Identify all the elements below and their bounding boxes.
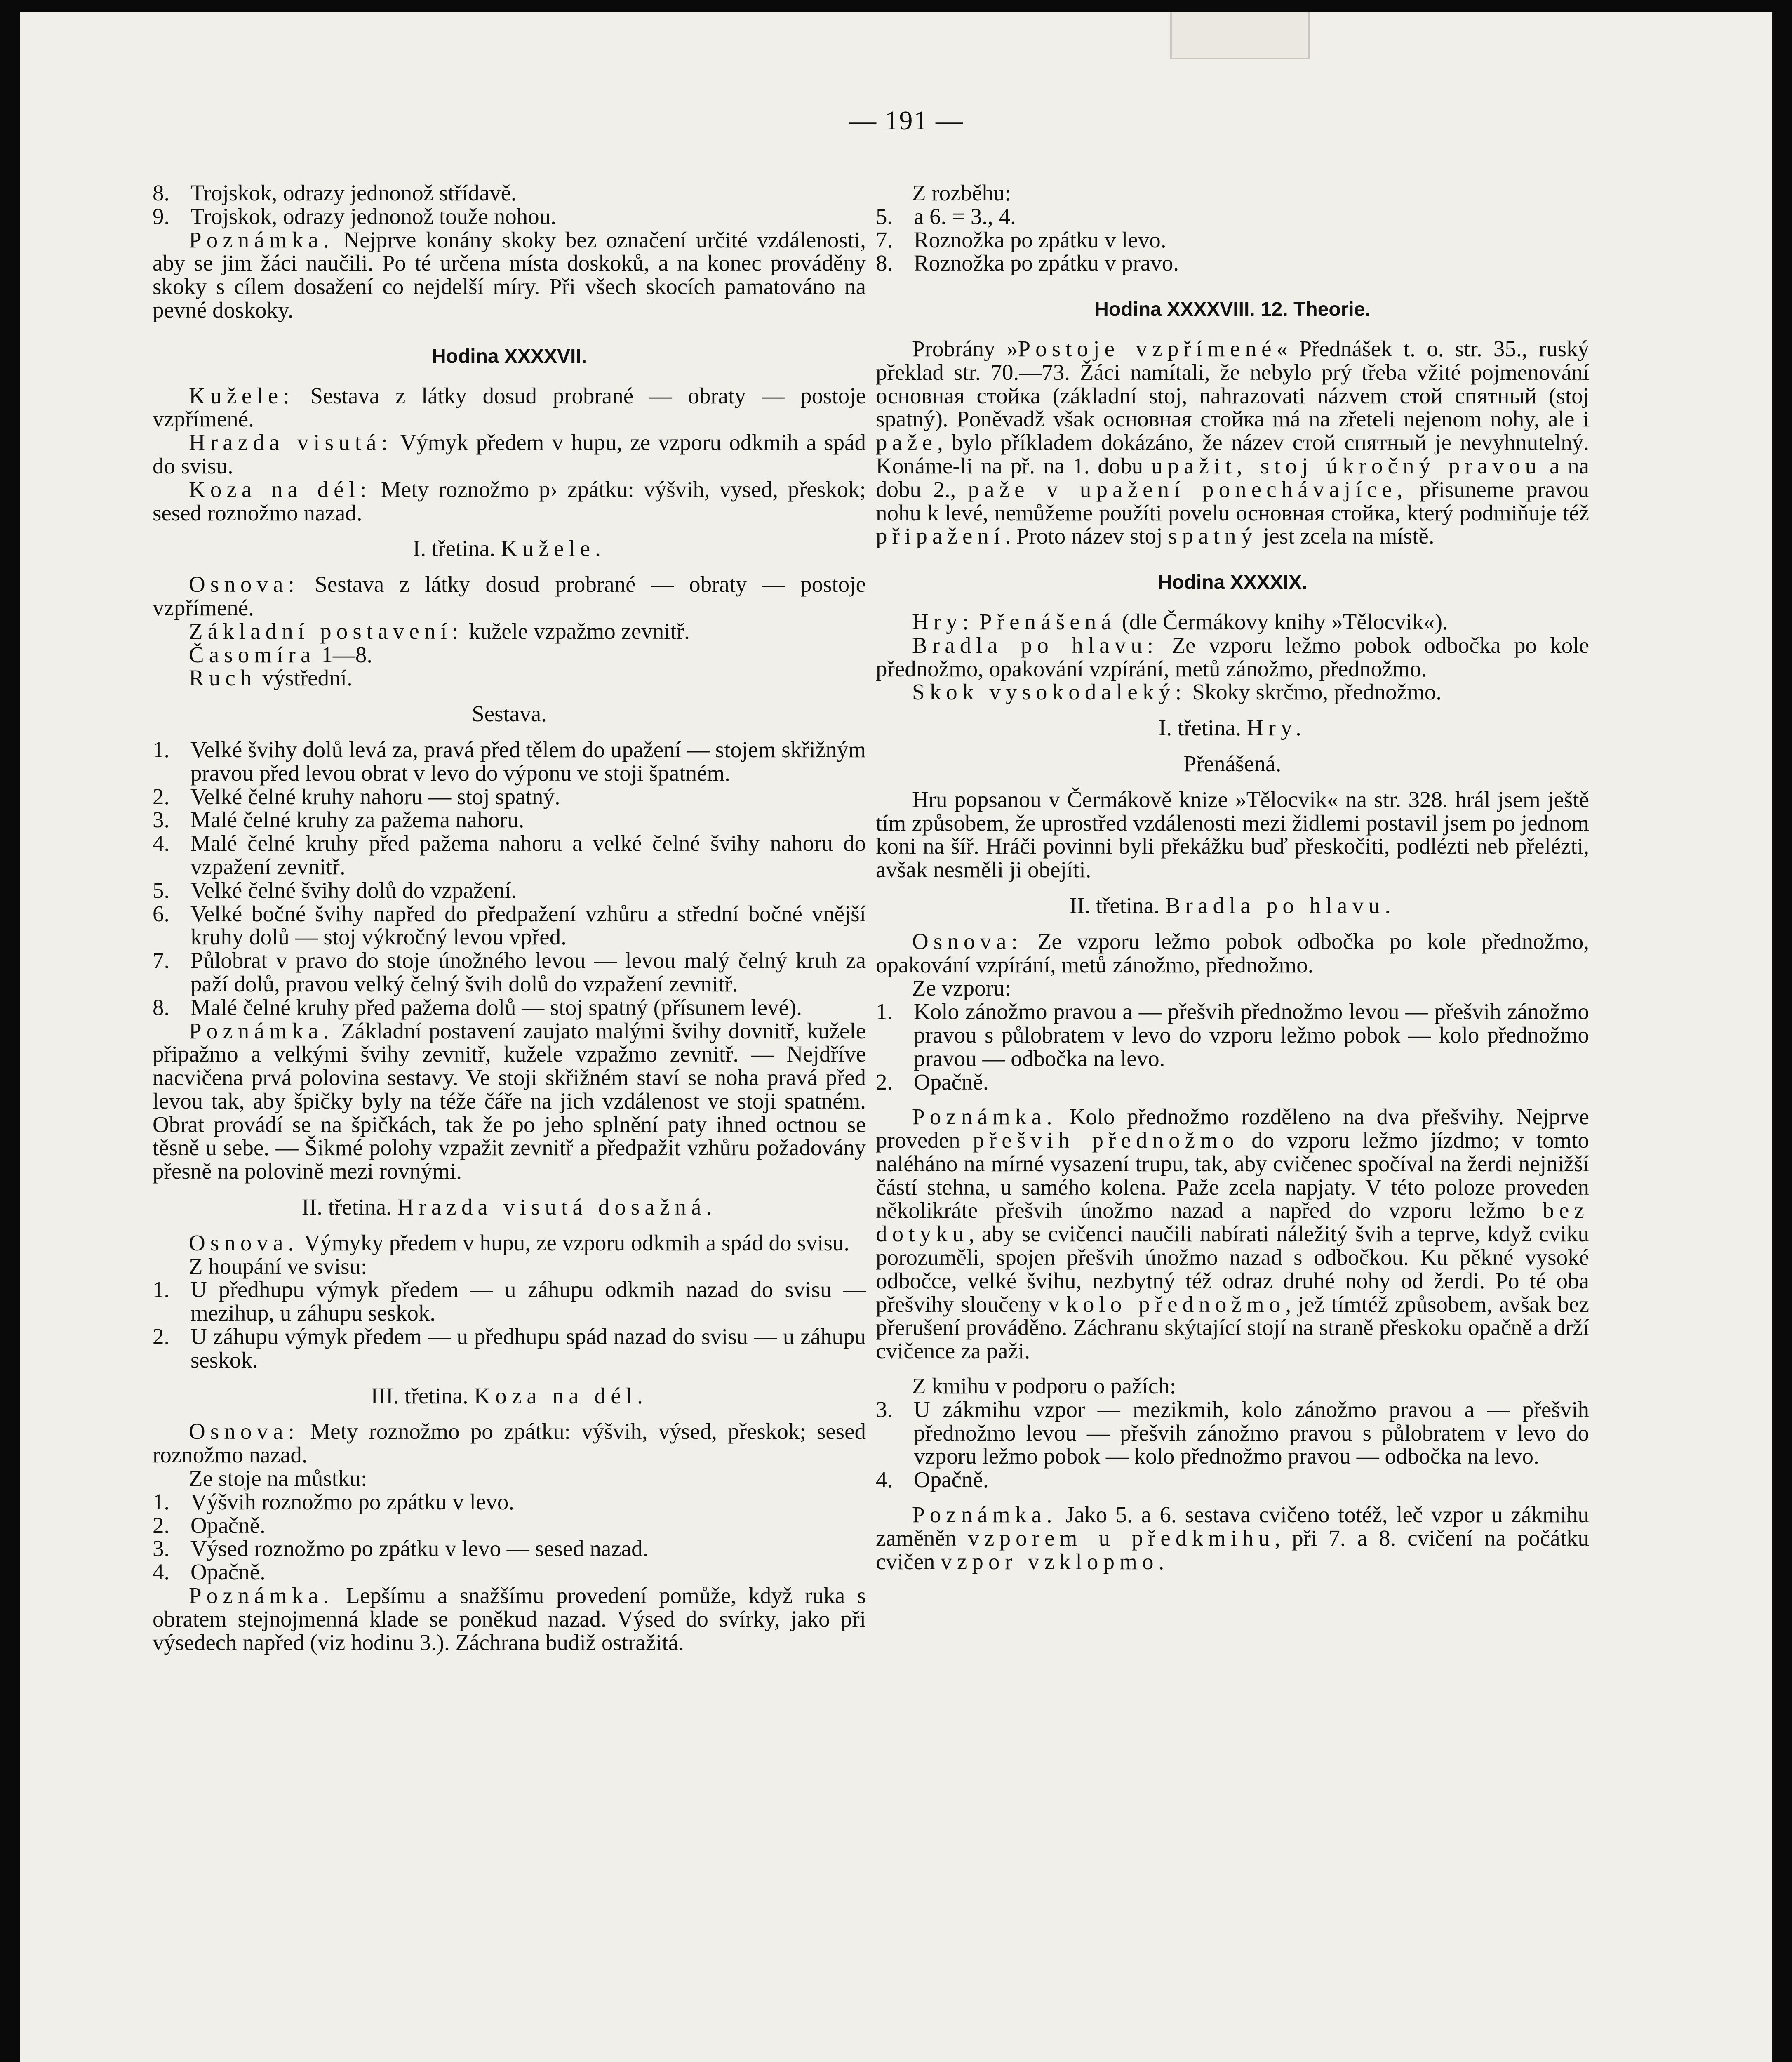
list-item: 4. Malé čelné kruhy před pažema nahoru a velké čelné švihy nahoru do vzpažení zevnitř. [153,831,866,879]
list-item: 5. a 6. = 3., 4. [876,203,1016,229]
list-item: 4. Opačně. [876,1467,989,1492]
osnova-paragraph: Osnova. Výmyky předem v hupu, ze vzporu odkmih a spád do svisu. [189,1230,850,1255]
page-number: — 191 — [849,106,964,136]
list-item: 7. Půlobrat v pravo do stoje únožného levou — levou malý čelný kruh za paží dolů, pravou velký čelný švih dolů do vzpažení zevnitř. [153,948,866,996]
subheading-line: Z houpání ve svisu: [189,1253,367,1279]
osnova-paragraph: Osnova: Sestava z látky dosud probrané — obraty — postoje vzpřímené. [153,572,866,620]
sestava-heading: Sestava. [472,701,547,727]
section-heading: III. třetina. Koza na dél. [370,1383,648,1408]
list-item: 9. Trojskok, odrazy jednonož touže nohou. [153,203,557,229]
note-paragraph: Poznámka. Lepšímu a snažšímu provedení pomůže, když ruka s obratem stejnojmenná klade se poněkud nazad. Výsed do svírky, jako při výsedech napřed (viz hodinu 3.). Záchrana budiž ostražitá. [153,1583,866,1655]
library-stamp [1170,12,1310,59]
section-heading: I. třetina. Hry. [1159,715,1306,741]
list-item: 8. Roznožka po zpátku v pravo. [876,250,1179,276]
subheading-line: Ze vzporu: [912,975,1011,1001]
casomira-paragraph: Časomíra 1—8. [189,642,373,667]
list-item: 1. Kolo zánožmo pravou a — přešvih přednožmo levou — přešvih zánožmo pravou s půlobratem v levo do vzporu ležmo pobok — kolo přednožmo pravou — odbočka na levo. [876,999,1589,1071]
program-koza: Koza na dél: Mety roznožmo p› zpátku: výšvih, vysed, přeskok; sesed roznožmo nazad. [153,476,866,525]
right-column [876,181,1589,1573]
subheading-line: Z kmihu v podporu o pažích: [912,1373,1176,1399]
book-page [20,12,1772,2062]
game-heading: Přenášená. [1183,751,1282,776]
list-item: 6. Velké bočné švihy napřed do předpažení vzhůru a střední bočné vnější kruhy dolů — stoj výkročný levou vpřed. [153,901,866,950]
program-hry: Hry: Přenášená (dle Čermákovy knihy »Tělocvik«). [912,609,1448,634]
list-item: 7. Roznožka po zpátku v levo. [876,227,1166,252]
section-heading: I. třetina. Kužele. [413,536,606,561]
zakladni-paragraph: Základní postavení: kužele vzpažmo zevnitř. [189,618,690,644]
program-hrazda: Hrazda visutá: Výmyk předem v hupu, ze vzporu odkmih a spád do svisu. [153,430,866,478]
subheading-line: Ze stoje na můstku: [189,1466,367,1491]
list-item: 4. Opačně. [153,1559,266,1585]
program-skok: Skok vysokodaleký: Skoky skrčmo, přednožmo. [912,679,1442,705]
note-paragraph: Poznámka. Nejprve konány skoky bez označení určité vzdálenosti, aby se jim žáci naučili. Po té určena místa doskoků, a na konec prováděny skoky s cílem dosažení co nejdelší míry. Při všech skocích pamatováno na pevné doskoky. [153,227,866,322]
list-item: 1. Výšvih roznožmo po zpátku v levo. [153,1489,515,1514]
list-item: 3. Výsed roznožmo po zpátku v levo — sesed nazad. [153,1536,649,1561]
lesson-heading: Hodina XXXXIX. [1157,572,1308,594]
program-kuzele: Kužele: Sestava z látky dosud probrané — obraty — postoje vzpřímené. [153,383,866,432]
ruch-paragraph: Ruch výstřední. [189,665,353,691]
osnova-paragraph: Osnova: Mety roznožmo po zpátku: výšvih, výsed, přeskok; sesed roznožmo nazad. [153,1419,866,1468]
list-item: 1. Velké švihy dolů levá za, pravá před tělem do upažení — stojem skřižným pravou před levou obrat v levo do výponu ve stoji špatném. [153,737,866,786]
note-paragraph: Poznámka. Základní postavení zaujato malými švihy dovnitř, kužele připažmo a velkými švihy zevnitř, kužele vzpažmo zevnitř. — Nejdříve nacvičena prvá polovina sestavy. Ve stoji skřižném staví se noha pravá před levou tak, aby špičky byly na téže čáře na jich vzdálenost ve stoji spatném. Obrat provádí se na špičkách, tak že po jeho splnění paty ihned octnou se těsně u sebe. — Šikmé polohy vzpažit zevnitř a předpažit vzhůru požadovány přesně na polovině mezi rovnými. [153,1018,866,1184]
list-item: 2. Velké čelné kruhy nahoru — stoj spatný. [153,784,560,809]
list-item: 3. Malé čelné kruhy za pažema nahoru. [153,807,524,833]
osnova-paragraph: Osnova: Ze vzporu ležmo pobok odbočka po kole přednožmo, opakování vzpírání, metů zánožmo, přednožmo. [876,928,1589,977]
list-item: 8. Malé čelné kruhy před pažema dolů — stoj spatný (přísunem levé). [153,994,802,1020]
section-heading: II. třetina. Bradla po hlavu. [1069,892,1396,918]
theory-paragraph: Probrány »Postoje vzpřímené« Přednášek t. o. str. 35., ruský překlad str. 70.—73. Žáci namítali, že nebylo prý třeba vžité pojmenování основная стойка (základní stoj, nahrazovati názvem стой спятный (stoj spatný). Poněvadž však основная стойка má na zřeteli nejenom nohy, ale i paže, bylo příkladem dokázáno, že název стой спятный je nevyhnutelný. Konáme-li na př. na 1. dobu upažit, stoj úkročný pravou a na dobu 2., paže v upažení ponechávajíce, přisuneme pravou nohu k levé, nemůžeme použíti povelu основная стойка, který podmiňuje též připažení. Proto název stoj spatný jest zcela na místě. [876,336,1589,549]
list-item: 1. U předhupu výmyk předem — u záhupu odkmih nazad do svisu — mezihup, u záhupu seskok. [153,1277,866,1326]
program-bradla: Bradla po hlavu: Ze vzporu ležmo pobok odbočka po kole přednožmo, opakování vzpírání, metů zánožmo, přednožmo. [876,632,1589,681]
note-paragraph: Poznámka. Jako 5. a 6. sestava cvičeno totéž, leč vzpor u zákmihu zaměněn vzporem u předkmihu, při 7. a 8. cvičení na počátku cvičen vzpor vzklopmo. [876,1502,1589,1574]
list-item: 2. Opačně. [876,1069,989,1095]
list-item: 3. U zákmihu vzpor — mezikmih, kolo zánožmo pravou a — přešvih přednožmo levou — přešvih zánožmo pravou s půlobratem v levo do vzporu ležmo pobok — kolo přednožmo pravou — odbočka na levo. [876,1396,1589,1469]
lesson-heading: Hodina XXXXVIII. 12. Theorie. [1094,299,1371,321]
game-paragraph: Hru popsanou v Čermákově knize »Tělocvik« na str. 328. hrál jsem ještě tím způsobem, že uprostřed vzdálenosti mezi židlemi postavil jsem po jednom koni na šíř. Hráči povinni byli překážku buď přeskočiti, podlézti neb přelézti, avšak nesměli ji obejíti. [876,786,1589,883]
left-column [153,181,866,1654]
list-item: 2. U záhupu výmyk předem — u předhupu spád nazad do svisu — u záhupu seskok. [153,1324,866,1372]
note-paragraph: Poznámka. Kolo přednožmo rozděleno na dva přešvihy. Nejprve proveden přešvih přednožmo do vzporu ležmo jízdmo; v tomto naléháno na mírné vysazení trupu, tak, aby cvičenec spočíval na žerdi nejnižší částí stehna, u samého kolena. Paže zcela napjaty. V této poloze proveden několikráte přešvih únožmo nazad a napřed do vzporu ležmo bez dotyku, aby se cvičenci naučili nabírati náležitý švih a teprve, když cviku porozuměli, spojen přešvih únožmo nazad s odbočkou. Ku pěkné vysoké odbočce, velké švihu, nezbytný též odraz druhé nohy od žerdi. Po té oba přešvihy sloučeny v kolo přednožmo, jež tímtéž způsobem, avšak bez přerušení prováděno. Záchranu skýtající stojí na straně přeskoku opačně a drží cvičence za paži. [876,1104,1590,1364]
list-item: 5. Velké čelné švihy dolů do vzpažení. [153,877,517,903]
list-item: 8. Trojskok, odrazy jednonož střídavě. [153,180,517,205]
list-item: 2. Opačně. [153,1512,266,1538]
subheading-line: Z rozběhu: [912,180,1011,205]
lesson-heading: Hodina XXXXVII. [431,345,587,367]
section-heading: II. třetina. Hrazda visutá dosažná. [301,1194,717,1220]
